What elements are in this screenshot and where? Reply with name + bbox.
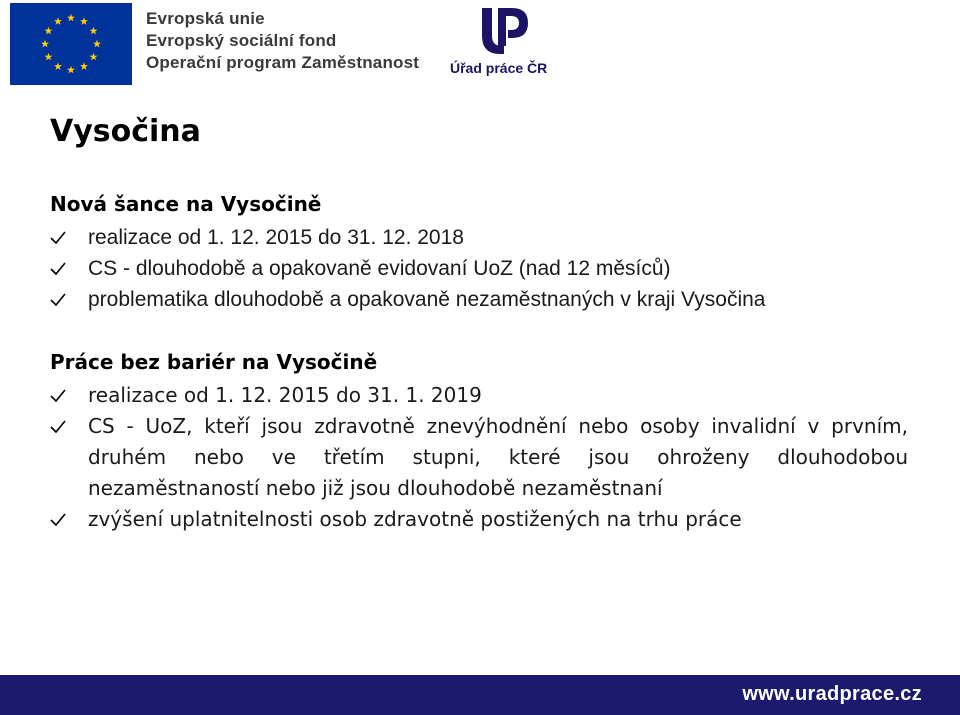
eu-star-icon: [54, 17, 62, 25]
list-item: [50, 253, 910, 284]
eu-star-icon: [44, 27, 52, 35]
eu-star-icon: [90, 53, 98, 61]
section-heading: Práce bez bariér na Vysočině: [50, 350, 378, 374]
urad-prace-label: Úřad práce ČR: [450, 60, 548, 76]
checkmark-icon: [50, 389, 66, 403]
list-item: [50, 411, 910, 504]
urad-prace-logo: [446, 2, 556, 88]
eu-star-icon: [80, 17, 88, 25]
bullet-list: [50, 380, 910, 535]
footer-bar: [0, 675, 960, 715]
page-title: Vysočina: [50, 114, 201, 149]
header: [0, 0, 960, 90]
list-item: [50, 222, 910, 253]
section-heading: Nová šance na Vysočině: [50, 192, 322, 216]
list-item-text: CS - dlouhodobě a opakovaně evidovaní UoZ (nad 12 měsíců): [88, 257, 671, 280]
list-item: [50, 284, 910, 315]
section-prace-bez-barier: [50, 348, 910, 535]
eu-star-icon: [90, 27, 98, 35]
checkmark-icon: [50, 513, 66, 527]
footer-url: www.uradprace.cz: [742, 683, 922, 705]
checkmark-icon: [50, 262, 66, 276]
eu-star-icon: [44, 53, 52, 61]
eu-star-icon: [67, 14, 75, 22]
eu-line-2: Evropský sociální fond: [146, 31, 337, 50]
list-item-text: zvýšení uplatnitelnosti osob zdravotně postižených na trhu práce: [88, 507, 742, 531]
eu-line-1: Evropská unie: [146, 9, 265, 28]
bullet-list: [50, 222, 910, 315]
urad-prace-mark-icon: [478, 6, 532, 56]
eu-logo-text: [146, 8, 419, 74]
eu-flag-logo: [10, 3, 132, 85]
eu-star-icon: [80, 62, 88, 70]
eu-star-icon: [41, 40, 49, 48]
eu-star-icon: [54, 62, 62, 70]
checkmark-icon: [50, 420, 66, 434]
list-item-text: realizace od 1. 12. 2015 do 31. 12. 2018: [88, 226, 464, 249]
eu-star-icon: [93, 40, 101, 48]
checkmark-icon: [50, 293, 66, 307]
section-nova-sance: [50, 190, 910, 315]
list-item-text: problematika dlouhodobě a opakovaně nezaměstnaných v kraji Vysočina: [88, 288, 766, 311]
list-item-text: realizace od 1. 12. 2015 do 31. 1. 2019: [88, 383, 482, 407]
eu-stars-icon: [10, 3, 132, 85]
eu-line-3: Operační program Zaměstnanost: [146, 53, 420, 72]
checkmark-icon: [50, 231, 66, 245]
eu-star-icon: [67, 66, 75, 74]
list-item-text: CS - UoZ, kteří jsou zdravotně znevýhodnění nebo osoby invalidní v prvním, druhém nebo ve třetím stupni, které jsou ohroženy dlouhodobou nezaměstnaností nebo již jsou dlouhodobě nezaměstnaní: [88, 414, 908, 500]
list-item: [50, 380, 910, 411]
list-item: [50, 504, 910, 535]
